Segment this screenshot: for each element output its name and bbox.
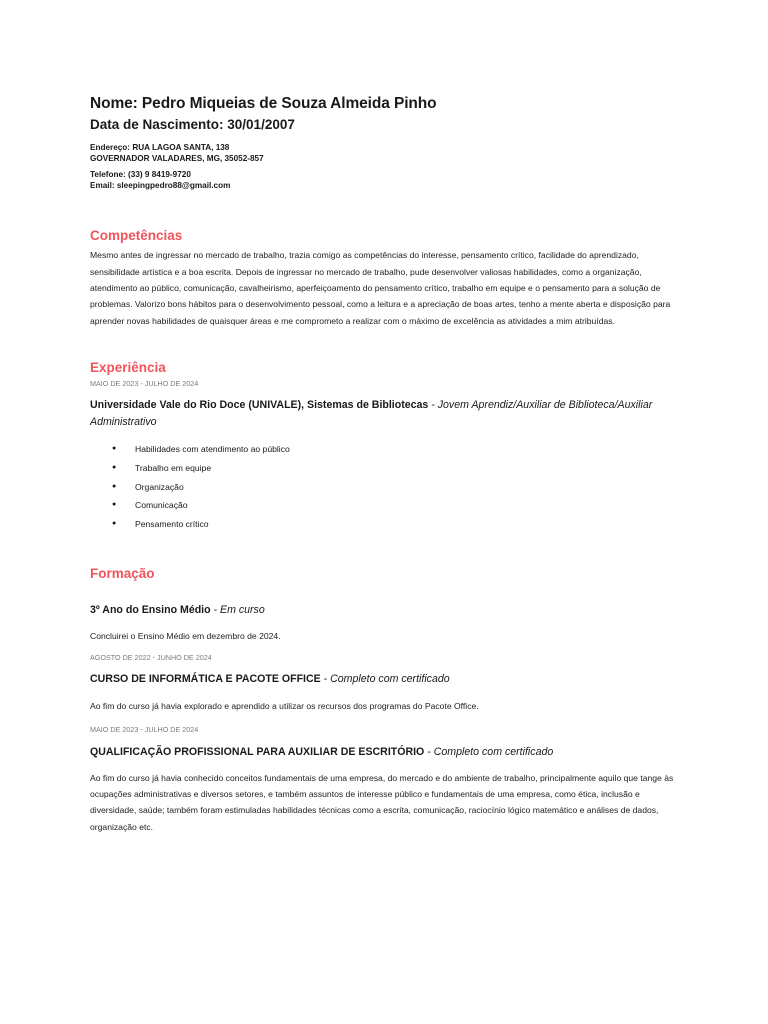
formacao-title: Formação (90, 565, 155, 581)
list-item: ● Trabalho em equipe (90, 459, 680, 478)
experiencia-org: Universidade Vale do Rio Doce (UNIVALE), Sistemas de Bibliotecas (90, 399, 429, 412)
address-line-2: GOVERNADOR VALADARES, MG, 35052-857 (90, 154, 264, 164)
experiencia-title: Experiência (90, 360, 166, 376)
formacao-item-title: 3º Ano do Ensino Médio - Em curso (90, 603, 265, 616)
formacao-item-text: Ao fim do curso já havia conhecido conceitos fundamentais de uma empresa, do mercado e do ambiente de trabalho, principalmente aquilo que tange às ocupações administrativas e diversos setores, e também assuntos de interesse público e fundamentais de uma empresa, como ética, inclusão e diversidade, saúde; também foram estimuladas habilidades técnicas como a escrita, comunicação, raciocínio lógico matemático e análises de dados, organização etc. (90, 772, 674, 832)
list-item: ● Organização (90, 478, 680, 497)
formacao-item-date: AGOSTO DE 2022 - JUNHO DE 2024 (90, 653, 212, 663)
email: Email: sleepingpedro88@gmail.com (90, 180, 231, 190)
full-name: Nome: Pedro Miqueias de Souza Almeida Pinho (90, 95, 437, 112)
formacao-item-date: MAIO DE 2023 - JULHO DE 2024 (90, 724, 199, 734)
formacao-item-text: Concluirei o Ensino Médio em dezembro de 2024. (90, 630, 281, 641)
experiencia-role: - Jovem Aprendiz/Auxiliar de Biblioteca/Auxiliar Administrativo (90, 399, 653, 429)
list-item: ● Pensamento crítico (90, 515, 680, 534)
competencias-title: Competências (90, 228, 183, 244)
experiencia-date: MAIO DE 2023 - JULHO DE 2024 (90, 379, 199, 389)
bullet-icon: ● (112, 463, 117, 471)
formacao-section (90, 565, 680, 835)
bullet-icon: ● (112, 445, 117, 453)
competencias-section (90, 227, 680, 329)
formacao-item-qualificacao (90, 725, 680, 836)
resume-header (90, 94, 680, 191)
bullet-icon: ● (112, 520, 117, 528)
bullet-icon: ● (112, 482, 117, 490)
experiencia-job-title (90, 397, 680, 431)
address-line-1: Endereço: RUA LAGOA SANTA, 138 (90, 143, 230, 152)
list-item: ● Habilidades com atendimento ao público (90, 440, 680, 459)
phone: Telefone: (33) 9 8419-9720 (90, 169, 191, 179)
bullet-icon: ● (112, 501, 117, 509)
formacao-item-title: QUALIFICAÇÃO PROFISSIONAL PARA AUXILIAR DE ESCRITÓRIO - Completo com certificado (90, 745, 554, 758)
competencias-text: Mesmo antes de ingressar no mercado de trabalho, trazia comigo as competências do interesse, pensamento crítico, facilidade do aprendizado, sensibilidade artística e a boa escrita. Depois de ingressar no mercado de trabalho, pude desenvolver valiosas habilidades, como a organização, atendimento ao público, comunicação, cavalheirismo, aperfeiçoamento do pensamento crítico, trabalho em equipe e o pensamento para a solução de problemas. Valorizo bons hábitos para o desenvolvimento pessoal, como a leitura e a apreciação de boas artes, tenho a mente aberta e disposição para aprender novas habilidades de quaisquer áreas e me comprometo a realizar com o máximo de excelência as atividades a mim atribuídas. (90, 250, 671, 326)
resume-page (90, 94, 680, 835)
formacao-item-title: CURSO DE INFORMÁTICA E PACOTE OFFICE - Completo com certificado (90, 673, 450, 686)
skills-list (90, 440, 680, 534)
birth-date: Data de Nascimento: 30/01/2007 (90, 117, 295, 132)
experiencia-section (90, 359, 680, 534)
formacao-item-ensino-medio (90, 602, 680, 644)
formacao-item-text: Ao fim do curso já havia explorado e aprendido a utilizar os recursos dos programas do Pacote Office. (90, 701, 479, 712)
contact-block (90, 142, 680, 191)
list-item: ● Comunicação (90, 496, 680, 515)
formacao-item-informatica (90, 653, 680, 714)
